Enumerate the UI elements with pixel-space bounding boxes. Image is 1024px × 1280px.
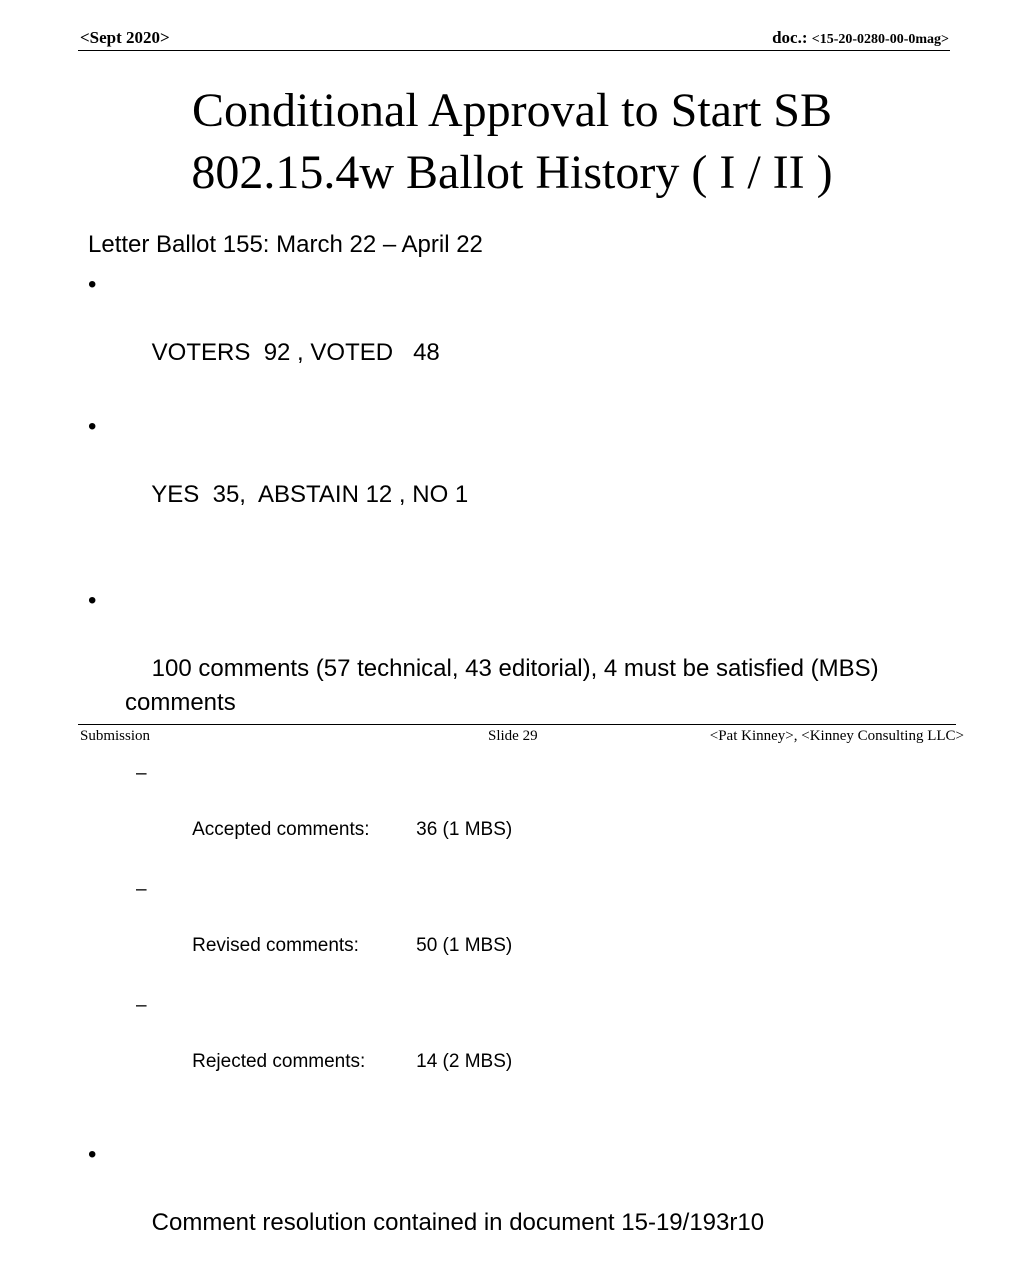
footer-author: <Pat Kinney>, <Kinney Consulting LLC> bbox=[709, 728, 964, 744]
bullet-voters bbox=[88, 268, 948, 404]
bullet-resolution bbox=[88, 1138, 948, 1274]
ballot-lead: Letter Ballot 155: March 22 – April 22 bbox=[88, 231, 483, 258]
dash-icon: – bbox=[136, 995, 147, 1016]
footer-submission: Submission bbox=[80, 728, 151, 744]
sub-item-accepted bbox=[88, 760, 948, 872]
sub-item-rejected-label: Rejected comments: bbox=[192, 1051, 366, 1072]
footer-slide-number: Slide 29 bbox=[488, 728, 538, 744]
bullet-resolution-text: Comment resolution contained in document 15-19/193r10 bbox=[151, 1209, 765, 1236]
dash-icon: – bbox=[136, 763, 147, 784]
sub-item-rejected-value: 14 (2 MBS) bbox=[416, 1051, 513, 1072]
sub-item-revised bbox=[88, 876, 948, 988]
sub-item-accepted-value: 36 (1 MBS) bbox=[416, 819, 513, 840]
sub-item-revised-value: 50 (1 MBS) bbox=[416, 935, 513, 956]
dash-icon: – bbox=[136, 879, 147, 900]
slide-body bbox=[88, 228, 948, 1280]
bullet-icon: • bbox=[88, 413, 97, 440]
bullet-voters-text: VOTERS 92 , VOTED 48 bbox=[151, 339, 440, 366]
header-date: <Sept 2020> bbox=[80, 28, 170, 47]
header-doc-prefix: doc.: bbox=[772, 28, 812, 47]
header-doc-number: <15-20-0280-00-0mag> bbox=[811, 32, 949, 47]
sub-item-revised-label: Revised comments: bbox=[192, 935, 359, 956]
header-doc bbox=[772, 28, 949, 48]
slide-title bbox=[60, 80, 964, 204]
sub-item-rejected bbox=[88, 992, 948, 1104]
bullet-comments-text: 100 comments (57 technical, 43 editorial), 4 must be satisfied (MBS) comments bbox=[125, 655, 886, 716]
bullet-icon: • bbox=[88, 271, 97, 298]
bullet-votes-text: YES 35, ABSTAIN 12 , NO 1 bbox=[151, 481, 469, 508]
bullet-icon: • bbox=[88, 587, 97, 614]
bullet-icon: • bbox=[88, 1141, 97, 1168]
sub-item-accepted-label: Accepted comments: bbox=[192, 819, 370, 840]
slide-title-line-2: 802.15.4w Ballot History ( I / II ) bbox=[191, 146, 833, 199]
bullet-votes bbox=[88, 410, 948, 546]
header-divider bbox=[78, 50, 950, 51]
footer-divider bbox=[78, 724, 956, 725]
slide-title-line-1: Conditional Approval to Start SB bbox=[191, 84, 832, 137]
